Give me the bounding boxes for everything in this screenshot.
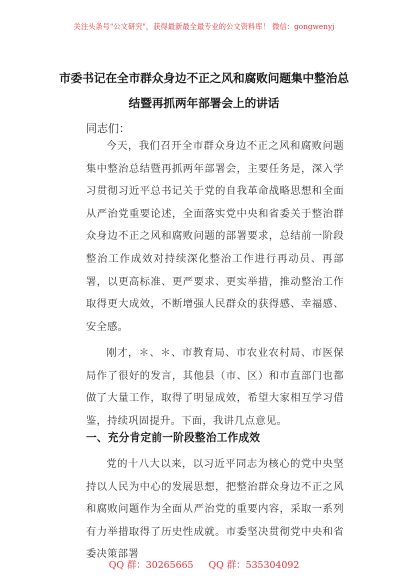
section-heading: 一、充分肯定前一阶段整治工作成效: [86, 432, 261, 444]
title-line-2: 结暨再抓两年部署会上的讲话: [128, 96, 280, 110]
header-banner: 关注头条号"公文研究"，获得最新最全最专业的公文资料库！ 微信：gongwenyj: [73, 22, 335, 31]
paragraph: 刚才，＊、＊、市教育局、市农业农村局、市医保局作了很好的发言，其他县（市、区）和市直部门也都做了大量工作，取得了明显成效，希望大家相互学习借鉴，持续巩固提升。下面，我讲几点意见。: [86, 348, 344, 427]
paragraph: 党的十八大以来，以习近平同志为核心的党中央坚持以人民为中心的发展思想，把整治群众身边不正之风和腐败问题作为全面从严治党的重要内容，采取一系列有力举措取得了历史性成就。市委坚决贯彻党中央和省委决策部署: [86, 459, 344, 561]
paragraph: 今天，我们召开全市群众身边不正之风和腐败问题集中整治总结暨再抓两年部署会，主要任务是，深入学习贯彻习近平总书记关于党的自我革命战略思想和全面从严治党重要论述，全面落实党中央和省委关于整治群众身边不正之风和腐败问题的部署要求，总结前一阶段整治工作成效对持续深化整治工作进行再动员、再部署，以更高标准、更严要求、更实举措，推动整治工作取得更大成效，不断增强人民群众的获得感、幸福感、安全感。: [86, 141, 344, 333]
footer-qq-group-2: QQ 群：535304092: [208, 560, 300, 571]
salutation: 同志们：: [86, 122, 130, 135]
title-line-1: 市委书记在全市群众身边不正之风和腐败问题集中整治总: [59, 71, 349, 85]
document-title: [40, 66, 368, 116]
footer: [0, 557, 408, 571]
footer-qq-group-1: QQ 群：30265665: [108, 560, 194, 571]
